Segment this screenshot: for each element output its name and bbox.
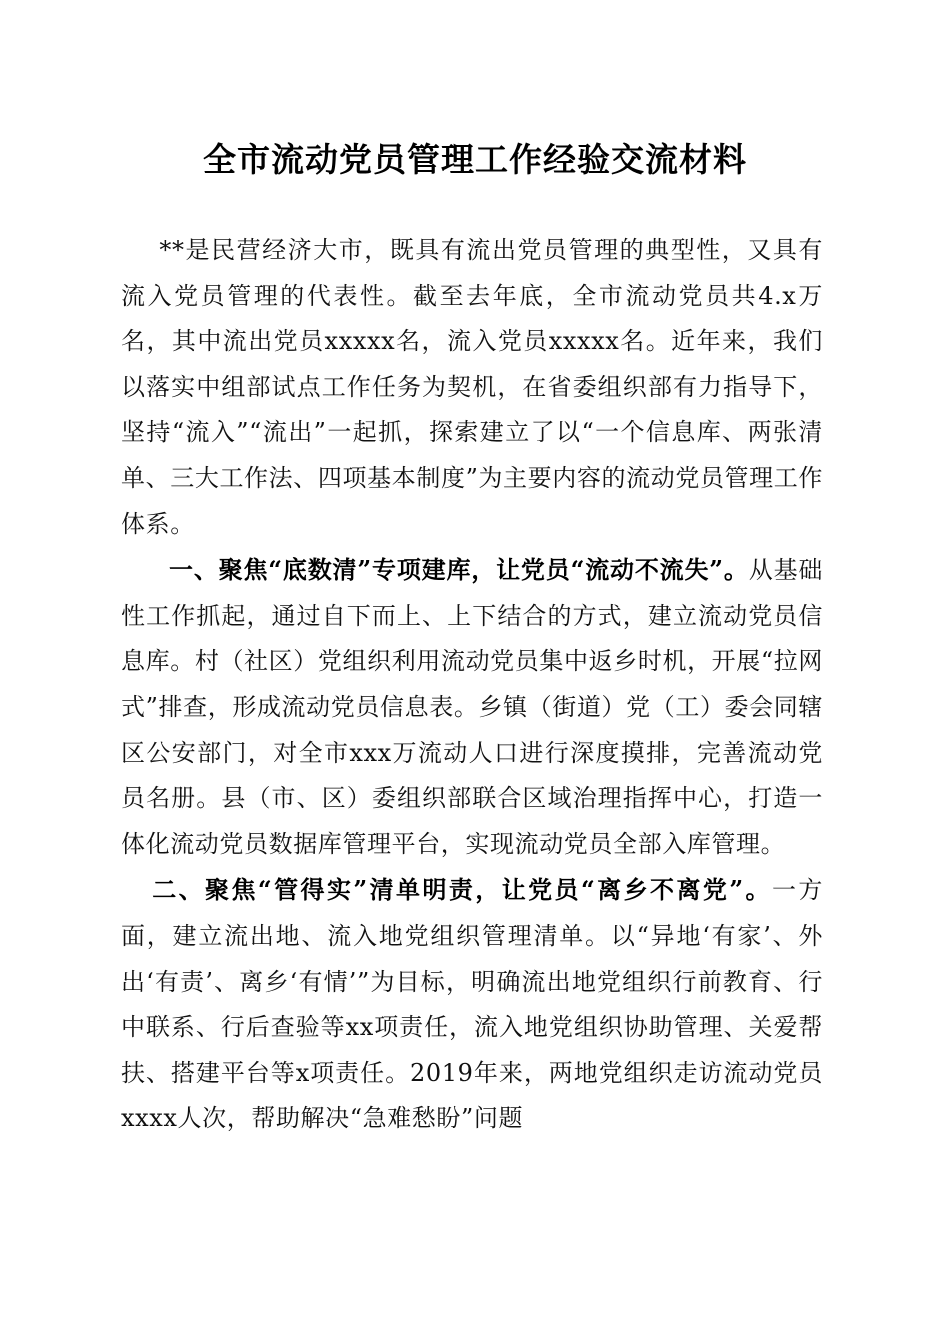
paragraph-intro: [121, 228, 823, 547]
document-body: [121, 228, 823, 1142]
section-2-heading: 二、聚焦“管得实”清单明责，让党员“离乡不离党”。: [152, 875, 772, 905]
section-1-text: 从基础性工作抓起，通过自下而上、上下结合的方式，建立流动党员信息库。村（社区）党组织利用流动党员集中返乡时机，开展“拉网式”排查，形成流动党员信息表。乡镇（街道）党（工）委会同辖区公安部门，对全市xxx万流动人口进行深度摸排，完善流动党员名册。县（市、区）委组织部联合区域治理指挥中心，打造一体化流动党员数据库管理平台，实现流动党员全部入库管理。: [121, 556, 823, 858]
paragraph-section-2: [121, 867, 823, 1142]
section-2-text: 一方面，建立流出地、流入地党组织管理清单。以“异地‘有家’、外出‘有责’、离乡‘有情’”为目标，明确流出地党组织行前教育、行中联系、行后查验等xx项责任，流入地党组织协助管理、关爱帮扶、搭建平台等x项责任。2019年来，两地党组织走访流动党员xxxx人次，帮助解决“急难愁盼”问题: [121, 876, 824, 1133]
document-title: 全市流动党员管理工作经验交流材料: [203, 140, 747, 179]
paragraph-intro-text: **是民营经济大市，既具有流出党员管理的典型性，又具有流入党员管理的代表性。截至去年底，全市流动党员共4.x万名，其中流出党员xxxxx名，流入党员xxxxx名。近年来，我们以落实中组部试点工作任务为契机，在省委组织部有力指导下，坚持“流入”“流出”一起抓，探索建立了以“一个信息库、两张清单、三大工作法、四项基本制度”为主要内容的流动党员管理工作体系。: [121, 236, 823, 538]
section-1-heading: 一、聚焦“底数清”专项建库，让党员“流动不流失”。: [169, 555, 749, 585]
paragraph-section-1: [121, 547, 823, 867]
